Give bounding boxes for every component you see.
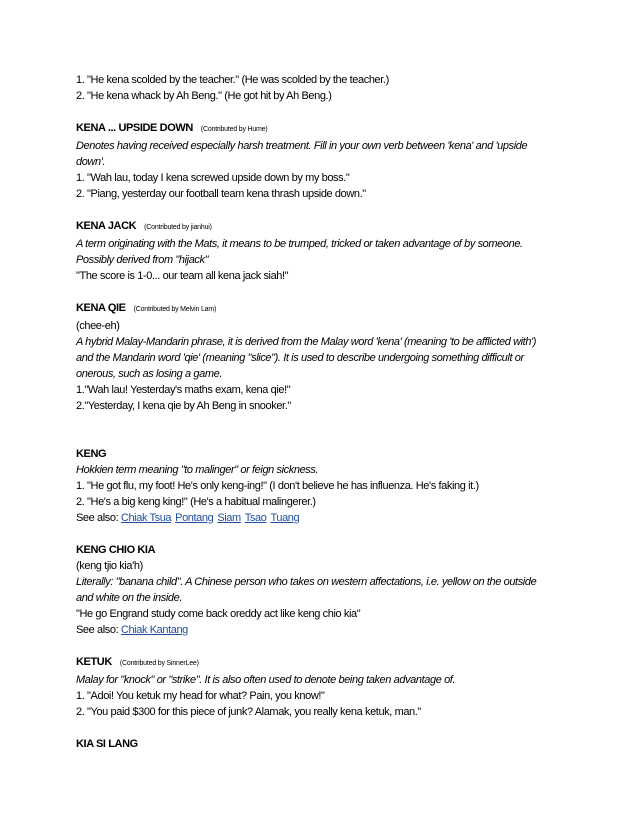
example-line: 1. "Adoi! You ketuk my head for what? Pain, you know!" (76, 690, 325, 702)
definition-line: and the Mandarin word 'qie' (meaning "slice"). It is used to describe undergoing something difficult or (76, 352, 524, 364)
entry-term: KENG (76, 448, 107, 460)
example-line: "He go Engrand study come back oreddy act like keng chio kia" (76, 608, 361, 620)
definition-line: Possibly derived from "hijack" (76, 254, 209, 266)
entry-heading (76, 736, 576, 752)
example-line: 2. "He's a big keng king!" (He's a habitual malingerer.) (76, 496, 316, 508)
example-line: 2."Yesterday, I kena qie by Ah Beng in snooker." (76, 400, 291, 412)
document-page (76, 72, 576, 752)
entry-term: KIA SI LANG (76, 738, 138, 750)
example-line: 2. "He kena whack by Ah Beng." (He got hit by Ah Beng.) (76, 90, 332, 102)
definition-line: A hybrid Malay-Mandarin phrase, it is derived from the Malay word 'kena' (meaning 'to be afflicted with') (76, 336, 536, 348)
link-siam[interactable]: Siam (217, 512, 241, 524)
example-line: 2. "Piang, yesterday our football team kena thrash upside down." (76, 188, 366, 200)
entry-term: KENA ... UPSIDE DOWN (76, 122, 193, 134)
entry-heading (76, 120, 576, 138)
see-also-label: See also: (76, 624, 119, 636)
see-also-line (76, 510, 576, 526)
contributor-note: (Contributed by jianhui) (144, 224, 212, 231)
definition-line: onerous, such as losing a game. (76, 368, 222, 380)
example-line: 1. "He kena scolded by the teacher." (He was scolded by the teacher.) (76, 74, 389, 86)
see-also-line (76, 622, 576, 638)
pronunciation: (keng tjio kia'h) (76, 560, 143, 572)
example-line: "The score is 1-0... our team all kena jack siah!" (76, 270, 289, 282)
entry-heading (76, 654, 576, 672)
see-also-label: See also: (76, 512, 119, 524)
definition-line: Denotes having received especially harsh treatment. Fill in your own verb between 'kena' and 'upside (76, 140, 528, 152)
entry-heading (76, 218, 576, 236)
definition-line: Hokkien term meaning "to malinger" or feign sickness. (76, 464, 319, 476)
contributor-note: (Contributed by Hume) (200, 126, 268, 133)
definition-line: Malay for "knock" or "strike". It is also often used to denote being taken advantage of. (76, 674, 456, 686)
definition-line: down'. (76, 156, 106, 168)
definition-line: Literally: "banana child". A Chinese person who takes on western affectations, i.e. yellow on the outside (76, 576, 537, 588)
pronunciation: (chee-eh) (76, 320, 120, 332)
entry-term: KENG CHIO KIA (76, 544, 156, 556)
entry-term: KENA QIE (76, 302, 126, 314)
entry-heading (76, 300, 576, 318)
link-tuang[interactable]: Tuang (270, 512, 300, 524)
example-line: 1."Wah lau! Yesterday's maths exam, kena qie!" (76, 384, 291, 396)
example-line: 1. "He got flu, my foot! He's only keng-ing!" (I don't believe he has influenza. He's faking it.) (76, 480, 479, 492)
link-tsao[interactable]: Tsao (244, 512, 267, 524)
link-chiak-tsua[interactable]: Chiak Tsua (120, 512, 172, 524)
entry-heading (76, 542, 576, 558)
link-chiak-kantang[interactable]: Chiak Kantang (120, 624, 188, 636)
definition-line: A term originating with the Mats, it means to be trumped, tricked or taken advantage of by someone. (76, 238, 523, 250)
definition-line: and white on the inside. (76, 592, 182, 604)
entry-term: KETUK (76, 656, 112, 668)
entry-term: KENA JACK (76, 220, 137, 232)
link-pontang[interactable]: Pontang (175, 512, 214, 524)
contributor-note: (Contributed by Melvin Lam) (133, 306, 217, 313)
contributor-note: (Contributed by SinnerLee) (119, 660, 199, 667)
entry-heading (76, 446, 576, 462)
example-line: 2. "You paid $300 for this piece of junk? Alamak, you really kena ketuk, man." (76, 706, 421, 718)
example-line: 1. "Wah lau, today I kena screwed upside down by my boss." (76, 172, 350, 184)
